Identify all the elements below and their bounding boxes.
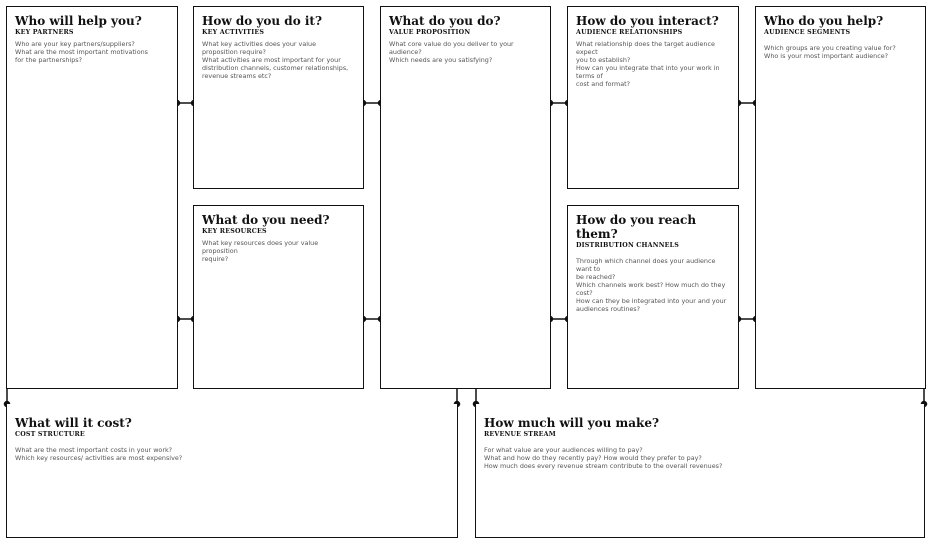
key-partners-block <box>6 6 178 389</box>
block-title: How do you interact? <box>576 14 719 28</box>
block-subtitle: AUDIENCE RELATIONSHIPS <box>576 29 683 36</box>
revenue-stream-block <box>475 404 925 538</box>
block-questions: What core value do you deliver to your audience? Which needs are you satisfying? <box>389 40 514 64</box>
block-title: What do you need? <box>202 213 330 227</box>
audience-segments-block <box>755 6 926 389</box>
key-resources-block <box>193 205 364 389</box>
block-questions: What key activities does your value proposition require? What activities are most important for your distribution channels, customer relationships, revenue streams etc? <box>202 40 349 80</box>
block-questions: Which groups are you creating value for? Who is your most important audience? <box>764 44 896 60</box>
block-questions: What key resources does your value proposition require? <box>202 239 319 263</box>
block-title: What will it cost? <box>15 416 132 430</box>
audience-relationships-block <box>567 6 739 189</box>
block-questions: What relationship does the target audience expect you to establish? How can you integrate that into your work in terms of cost and format? <box>576 40 720 88</box>
block-subtitle: DISTRIBUTION CHANNELS <box>576 242 680 249</box>
value-proposition-block <box>380 6 551 389</box>
block-subtitle: REVENUE STREAM <box>484 431 556 438</box>
block-subtitle: KEY ACTIVITIES <box>202 29 265 36</box>
block-questions: For what value are your audiences willing to pay? What and how do they recently pay? How would they prefer to pay? How much does every revenue stream contribute to the overall revenues? <box>484 446 723 470</box>
block-title: Who will help you? <box>15 14 142 28</box>
block-title: What do you do? <box>389 14 501 28</box>
block-questions: What are the most important costs in your work? Which key resources/ activities are most expensive? <box>15 446 183 462</box>
key-activities-block <box>193 6 364 189</box>
block-subtitle: KEY PARTNERS <box>15 29 74 36</box>
block-title: How do you reach them? <box>576 213 697 241</box>
block-title: How much will you make? <box>484 416 659 430</box>
distribution-channels-block <box>567 205 739 389</box>
block-title: How do you do it? <box>202 14 323 28</box>
block-subtitle: VALUE PROPOSITION <box>389 29 471 36</box>
block-subtitle: COST STRUCTURE <box>15 431 85 438</box>
block-title: Who do you help? <box>764 14 884 28</box>
block-questions: Who are your key partners/suppliers? What are the most important motivations for the partnerships? <box>15 40 148 64</box>
block-subtitle: AUDIENCE SEGMENTS <box>764 29 851 36</box>
cost-structure-block <box>6 404 458 538</box>
block-subtitle: KEY RESOURCES <box>202 228 267 235</box>
block-questions: Through which channel does your audience want to be reached? Which channels work best? How much do they cost? How can they be integrated into your and your audiences routines? <box>576 257 727 313</box>
